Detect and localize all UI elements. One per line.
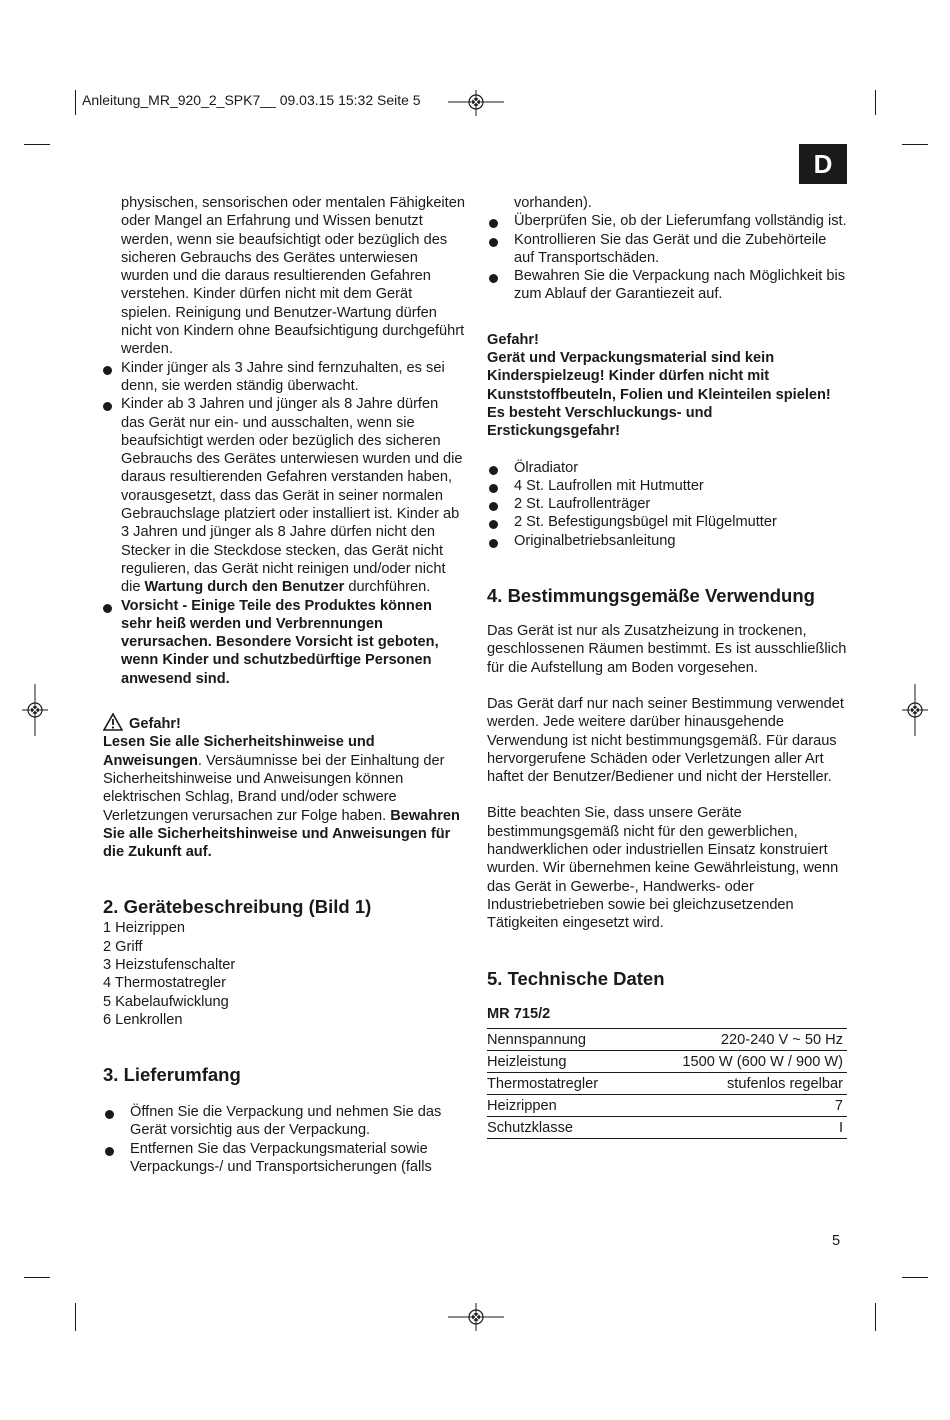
registration-mark-icon <box>902 684 928 736</box>
table-row <box>487 1116 847 1138</box>
table-row <box>487 1050 847 1072</box>
parts-list <box>103 919 465 1029</box>
list-item: 4 St. Laufrollen mit Hutmutter <box>487 477 849 495</box>
table-row <box>487 1028 847 1050</box>
danger-emphasis: Lesen Sie alle Sicherheitshinweise und Anweisungen <box>103 734 375 769</box>
list-item: 2 St. Befestigungsbügel mit Flügelmutter <box>487 513 849 531</box>
danger-body: . Versäumnisse bei der Einhaltung der Sicherheitshinweise und Anweisungen können elektrischen Schlag, Brand und/oder schwere Verletzungen verursachen zur Folge haben. <box>103 752 445 824</box>
registration-mark-icon <box>448 90 504 116</box>
list-item: 5 Kabelaufwicklung <box>103 993 229 1010</box>
spec-value: I <box>632 1116 847 1138</box>
paragraph: Das Gerät darf nur nach seiner Bestimmung verwendet werden. Jede weitere darüber hinausgehende Verwendung ist nicht bestimmungsgemäß. Für daraus hervorgerufene Schäden oder Verletzungen aller Art haftet der Benutzer/Bediener und nicht der Hersteller. <box>487 695 844 786</box>
list-item: 2 Griff <box>103 938 143 955</box>
section-heading: 5. Technische Daten <box>487 967 665 989</box>
spec-label: Heizrippen <box>487 1094 632 1116</box>
contents-list <box>487 459 849 550</box>
danger-text <box>103 733 465 861</box>
packaging-warning <box>487 331 849 441</box>
section-heading: 3. Lieferumfang <box>103 1064 241 1086</box>
list-item: Überprüfen Sie, ob der Lieferumfang vollständig ist. <box>487 212 849 230</box>
warning-text: Gerät und Verpackungsmaterial sind kein Kinderspielzeug! Kinder dürfen nicht mit Kunststoffbeuteln, Folien und Kleinteilen spielen! Es besteht Verschluckungs- und Erstickungsgefahr! <box>487 350 831 440</box>
intro-paragraph: physischen, sensorischen oder mentalen Fähigkeiten oder Mangel an Erfahrung und Wissen benutzt werden, wenn sie beaufsichtigt oder bezüglich des sicheren Gebrauchs des Gerätes unterwiesen wurden und die daraus resultierenden Gefahren verstehen. Kinder dürfen nicht mit dem Gerät spielen. Reinigung und Benutzer-Wartung dürfen nicht von Kindern ohne Beaufsichtigung durchgeführt werden. <box>121 195 465 358</box>
warning-title: Gefahr! <box>487 331 539 348</box>
spec-value: 220-240 V ~ 50 Hz <box>632 1028 847 1050</box>
unpacking-list <box>103 1103 465 1176</box>
danger-block <box>103 713 465 861</box>
list-item: 1 Heizrippen <box>103 920 185 937</box>
list-item: 3 Heizstufenschalter <box>103 956 236 973</box>
list-item <box>103 395 465 596</box>
registration-mark-icon <box>448 1303 504 1331</box>
crop-mark <box>875 1303 876 1331</box>
paragraph: Das Gerät ist nur als Zusatzheizung in trockenen, geschlossenen Räumen bestimmt. Es ist ausschließlich für die Aufstellung am Boden vorgesehen. <box>487 623 847 676</box>
danger-emphasis: Bewahren Sie alle Sicherheitshinweise und Anweisungen für die Zukunft auf. <box>103 807 460 861</box>
safety-bullet-list <box>103 359 465 688</box>
spec-value: stufenlos regelbar <box>632 1072 847 1094</box>
crop-mark <box>75 90 76 115</box>
section-heading: 4. Bestimmungsgemäße Verwendung <box>487 585 815 607</box>
model-label: MR 715/2 <box>487 1005 551 1022</box>
page-number: 5 <box>832 1233 841 1249</box>
spec-label: Heizleistung <box>487 1050 632 1072</box>
right-column <box>487 194 849 1139</box>
spec-label: Nennspannung <box>487 1028 632 1050</box>
crop-mark <box>902 144 928 145</box>
crop-mark <box>902 1277 928 1278</box>
spec-label: Schutzklasse <box>487 1116 632 1138</box>
section-heading: 2. Gerätebeschreibung (Bild 1) <box>103 896 372 918</box>
check-list <box>487 212 849 303</box>
tech-data-table <box>487 1028 847 1139</box>
left-column <box>103 194 465 1176</box>
spec-value: 7 <box>632 1094 847 1116</box>
list-item: Kontrollieren Sie das Gerät und die Zubehörteile auf Transportschäden. <box>487 231 849 268</box>
spec-value: 1500 W (600 W / 900 W) <box>632 1050 847 1072</box>
list-item: 4 Thermostatregler <box>103 975 227 992</box>
list-item: Ölradiator <box>487 459 849 477</box>
list-item: Öffnen Sie die Verpackung und nehmen Sie das Gerät vorsichtig aus der Verpackung. <box>103 1103 465 1140</box>
list-item: Vorsicht - Einige Teile des Produktes können sehr heiß werden und Verbrennungen verursachen. Besondere Vorsicht ist geboten, wenn Kinder und schutzbedürftige Personen anwesend sind. <box>103 597 465 688</box>
print-slug: Anleitung_MR_920_2_SPK7__ 09.03.15 15:32 Seite 5 <box>82 92 421 108</box>
list-item: Entfernen Sie das Verpackungsmaterial sowie Verpackungs-/ und Transportsicherungen (falls <box>103 1140 465 1177</box>
language-tab: D <box>799 144 847 184</box>
list-item: 6 Lenkrollen <box>103 1011 183 1028</box>
list-item: Bewahren Sie die Verpackung nach Möglichkeit bis zum Ablauf der Garantiezeit auf. <box>487 267 849 304</box>
table-row <box>487 1094 847 1116</box>
list-item: Originalbetriebsanleitung <box>487 532 849 550</box>
bullet-text: durchführen. <box>348 579 431 596</box>
danger-title: Gefahr! <box>129 716 181 733</box>
continuation-text: vorhanden). <box>514 195 592 211</box>
list-item: Kinder jünger als 3 Jahre sind fernzuhalten, es sei denn, sie werden ständig überwacht. <box>103 359 465 396</box>
registration-mark-icon <box>22 684 48 736</box>
crop-mark <box>875 90 876 115</box>
paragraph: Bitte beachten Sie, dass unsere Geräte bestimmungsgemäß nicht für den gewerblichen, handwerklichen oder industriellen Einsatz konstruiert wurden. Wir übernehmen keine Gewährleistung, wenn das Gerät in Gewerbe-, Handwerks- oder Industriebetrieben sowie bei gleichzusetzenden Tätigkeiten eingesetzt wird. <box>487 805 839 932</box>
crop-mark <box>24 1277 50 1278</box>
bullet-text: Kinder ab 3 Jahren und jünger als 8 Jahre dürfen das Gerät nur ein- und ausschalten, wenn sie beaufsichtigt werden oder bezüglich des sicheren Gebrauchs des Gerätes unterwiesen wurden und die daraus resultierenden Gefahren verstanden haben, vorausgesetzt, dass das Gerät in seiner normalen Gebrauchslage platziert oder installiert ist. Kinder ab 3 Jahren und jünger als 8 Jahre dürfen nicht den Stecker in die Steckdose stecken, das Gerät nicht regulieren, das Gerät nicht reinigen und/oder nicht die <box>121 396 463 596</box>
spec-label: Thermostatregler <box>487 1072 632 1094</box>
danger-heading <box>103 713 465 733</box>
crop-mark <box>75 1303 76 1331</box>
crop-mark <box>24 144 50 145</box>
table-row <box>487 1072 847 1094</box>
warning-triangle-icon <box>103 713 123 731</box>
list-item: 2 St. Laufrollenträger <box>487 495 849 513</box>
bullet-emphasis: Wartung durch den Benutzer <box>144 579 345 596</box>
